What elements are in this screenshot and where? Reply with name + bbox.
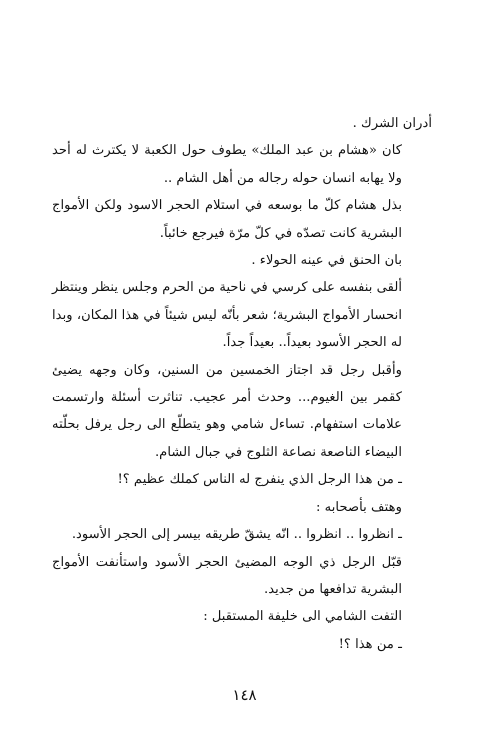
paragraph-4: بان الحنق في عينه الحولاء . <box>251 253 402 269</box>
paragraph-7: وهتف بأصحابه : <box>316 499 402 515</box>
paragraph-6: وأقبل رجل قد اجتاز الخمسين من السنين، وكان وجهه يضيئ كقمر بين الغيوم... وحدث أمر عجيب. تناثرت أسئلة وارتسمت علامات استفهام. تساءل شامي وهو يتطلّع الى رجل يرفل بحلّته البيضاء الناصعة نصاعة الثلوج في جبال الشام. <box>52 362 402 460</box>
page-body-text <box>52 110 432 658</box>
paragraph-8: قبّل الرجل ذي الوجه المضيئ الحجر الأسود واستأنفت الأمواج البشرية تدافعها من جديد. <box>52 554 402 597</box>
page-number: ١٤٨ <box>232 686 257 704</box>
paragraph-3: بذل هشام كلّ ما بوسعه في استلام الحجر الاسود ولكن الأمواج البشرية كانت تصدّه في كلّ مرّة فيرجع خائباً. <box>52 198 402 241</box>
dialogue-line-1: ـ من هذا الرجل الذي ينفرج له الناس كملك عظيم ؟! <box>117 472 402 488</box>
paragraph-9: التفت الشامي الى خليفة المستقبل : <box>203 609 402 625</box>
dialogue-line-2: ـ انظروا .. انظروا .. انّه يشقّ طريقه بيسر إلى الحجر الأسود. <box>71 527 402 543</box>
paragraph-2: كان «هشام بن عبد الملك» يطوف حول الكعبة لا يكترث له أحد ولا يهابه انسان حوله رجاله من أهل الشام .. <box>52 143 402 186</box>
paragraph-1: أدران الشرك . <box>352 116 432 131</box>
dialogue-line-3: ـ من هذا ؟! <box>338 636 402 652</box>
paragraph-5: ألقى بنفسه على كرسي في ناحية من الحرم وجلس ينظر وينتظر انحسار الأمواج البشرية؛ شعر بأنّه ليس شيئاً في هذا المكان، وبدا له الحجر الأسود بعيداً.. بعيداً جداً. <box>52 280 402 351</box>
